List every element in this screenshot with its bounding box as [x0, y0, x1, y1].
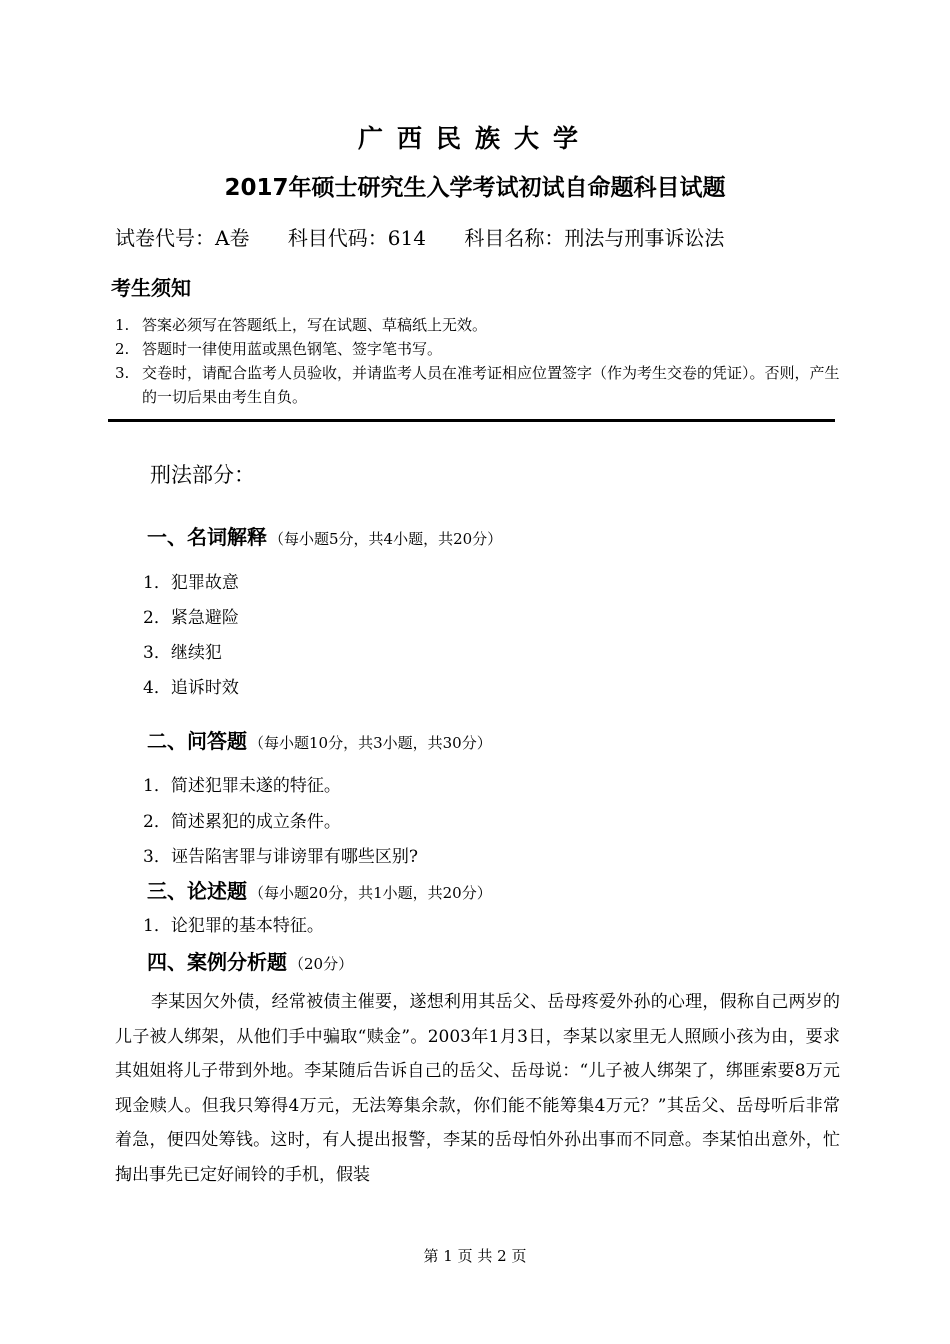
notice-item-text: 答案必须写在答题纸上，写在试题、草稿纸上无效。 — [142, 316, 488, 334]
subject-name: 科目名称：刑法与刑事诉讼法 — [464, 226, 725, 250]
question-heading — [147, 727, 492, 757]
list-item: 1．简述犯罪未遂的特征。 — [143, 776, 341, 796]
section-title: 刑法部分： — [150, 463, 255, 487]
subject-code: 科目代码：614 — [287, 226, 426, 250]
notice-item-text: 答题时一律使用蓝或黑色钢笔、签字笔书写。 — [142, 340, 443, 358]
paper-code: 试卷代号：A卷 — [115, 226, 250, 250]
notice-item — [115, 313, 840, 337]
question-heading — [147, 948, 353, 978]
question-heading — [147, 523, 502, 553]
notice-item-number: 1. — [115, 316, 130, 334]
list-item: 3．继续犯 — [143, 643, 222, 663]
header-divider — [108, 419, 835, 422]
notice-list — [115, 313, 840, 409]
question-score-note: （每小题20分，共1小题，共20分） — [249, 884, 492, 902]
notice-heading: 考生须知 — [111, 276, 191, 300]
list-item: 3．诬告陷害罪与诽谤罪有哪些区别? — [143, 847, 418, 867]
notice-item-text: 交卷时，请配合监考人员验收，并请监考人员在准考证相应位置签字（作为考生交卷的凭证）。否则，产生的一切后果由考生自负。 — [142, 364, 840, 406]
case-paragraph: 李某因欠外债，经常被债主催要，遂想利用其岳父、岳母疼爱外孙的心理，假称自己两岁的儿子被人绑架，从他们手中骗取“赎金”。2003年1月3日，李某以家里无人照顾小孩为由，要求其姐姐将儿子带到外地。李某随后告诉自己的岳父、岳母说：“儿子被人绑架了，绑匪索要8万元现金赎人。但我只筹得4万元，无法筹集余款，你们能不能筹集4万元？”其岳父、岳母听后非常着急，便四处筹钱。这时，有人提出报警，李某的岳母怕外孙出事而不同意。李某怕出意外，忙掏出事先已定好闹铃的手机，假装 — [115, 992, 840, 1185]
question-heading-text: 一、名词解释 — [147, 525, 267, 549]
list-item: 1．论犯罪的基本特征。 — [143, 916, 324, 936]
exam-meta-row — [115, 222, 756, 254]
question-score-note: （每小题5分，共4小题，共20分） — [269, 530, 503, 548]
question-score-note: （20分） — [289, 955, 354, 973]
list-item: 1．犯罪故意 — [143, 573, 239, 593]
list-item: 2．紧急避险 — [143, 608, 239, 628]
notice-item — [115, 337, 840, 361]
notice-item — [115, 361, 840, 409]
notice-item-number: 2. — [115, 340, 130, 358]
question-heading — [147, 877, 492, 907]
page-number: 第 1 页 共 2 页 — [423, 1247, 527, 1265]
notice-item-number: 3. — [115, 364, 130, 382]
list-item: 2．简述累犯的成立条件。 — [143, 812, 341, 832]
exam-title: 2017年硕士研究生入学考试初试自命题科目试题 — [224, 175, 726, 201]
list-item: 4．追诉时效 — [143, 678, 239, 698]
university-name: 广西民族大学 — [357, 124, 592, 153]
question-heading-text: 三、论述题 — [147, 879, 247, 903]
question-score-note: （每小题10分，共3小题，共30分） — [249, 734, 492, 752]
question-heading-text: 四、案例分析题 — [147, 950, 287, 974]
question-heading-text: 二、问答题 — [147, 729, 247, 753]
